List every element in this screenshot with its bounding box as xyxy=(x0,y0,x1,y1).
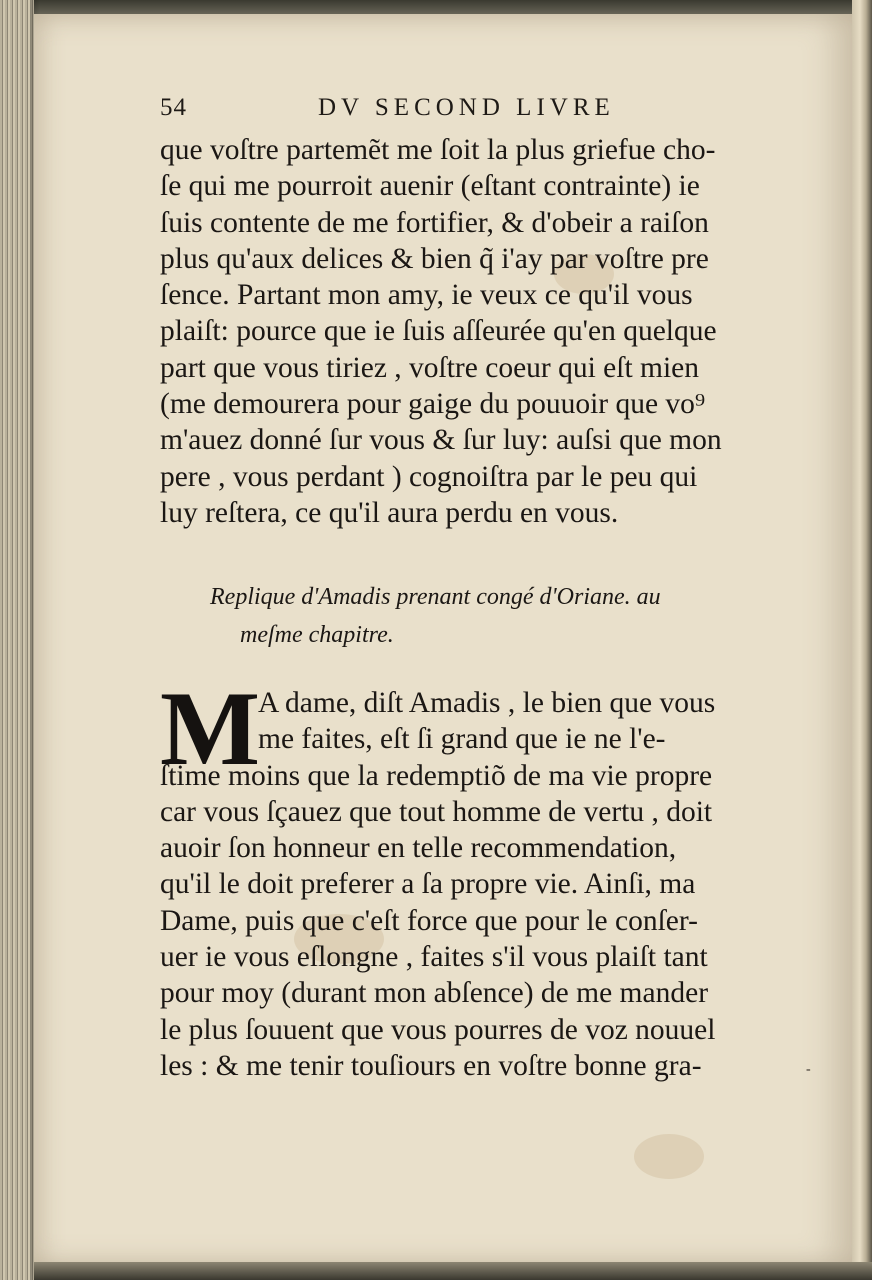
text-line: que voſtre partemẽt me ſoit la plus griefue cho- xyxy=(160,134,716,166)
text-line: ſence. Partant mon amy, ie veux ce qu'il vous xyxy=(160,279,693,312)
text-line: me faites, eſt ſi grand que ie ne l'e- xyxy=(258,723,666,756)
running-title: DV SECOND LIVRE xyxy=(318,94,615,121)
text-line: auoir ſon honneur en telle recommendation, xyxy=(160,832,677,865)
book-page-stack-left xyxy=(0,0,34,1280)
text-line: A dame, diſt Amadis , le bien que vous xyxy=(258,687,716,719)
text-line: part que vous tiriez , voſtre coeur qui eſt mien xyxy=(160,351,700,384)
running-header xyxy=(160,94,720,130)
text-line: qu'il le doit preferer a ſa propre vie. Ainſi, ma xyxy=(160,868,696,901)
heading-line: meſme chapitre. xyxy=(240,622,394,648)
text-line: plus qu'aux delices & bien q̃ i'ay par voſtre pre xyxy=(160,242,709,275)
text-line: ſtime moins que la redemptiõ de ma vie propre xyxy=(160,759,713,792)
page-number: 54 xyxy=(160,94,187,121)
paragraph-oriane xyxy=(160,132,775,531)
text-line: luy reſtera, ce qu'il aura perdu en vous. xyxy=(160,496,619,529)
page-bottom-edge xyxy=(34,1262,872,1280)
text-line: car vous ſçauez que tout homme de vertu , doit xyxy=(160,795,713,828)
text-line: ſe qui me pourroit auenir (eſtant contrainte) ie xyxy=(160,170,700,203)
paper-stain xyxy=(634,1134,704,1179)
text-line: le plus ſouuent que vous pourres de voz nouuel xyxy=(160,1013,716,1046)
text-line: Dame, puis que c'eſt force que pour le conſer- xyxy=(160,904,698,937)
page-right-edge xyxy=(852,0,872,1280)
text-line: ſuis contente de me fortifier, & d'obeir a raiſon xyxy=(160,206,709,239)
text-line: pour moy (durant mon abſence) de me mander xyxy=(160,977,709,1010)
line-end-mark: - xyxy=(806,1062,811,1077)
text-line: les : & me tenir touſiours en voſtre bonne gra- xyxy=(160,1049,702,1082)
heading-line: Replique d'Amadis prenant congé d'Oriane. au xyxy=(210,584,661,610)
text-line: uer ie vous eſlongne , faites s'il vous plaiſt tant xyxy=(160,941,708,974)
text-line: m'auez donné ſur vous & ſur luy: auſsi que mon xyxy=(160,424,722,457)
paragraph-amadis xyxy=(160,670,775,1084)
text-line: pere , vous perdant ) cognoiſtra par le peu qui xyxy=(160,460,698,493)
section-heading xyxy=(210,578,780,654)
drop-cap: M xyxy=(160,670,261,787)
text-line: (me demourera pour gaige du pouuoir que vo⁹ xyxy=(160,388,706,421)
text-line: plaiſt: pource que ie ſuis aſſeurée qu'en quelque xyxy=(160,315,717,348)
